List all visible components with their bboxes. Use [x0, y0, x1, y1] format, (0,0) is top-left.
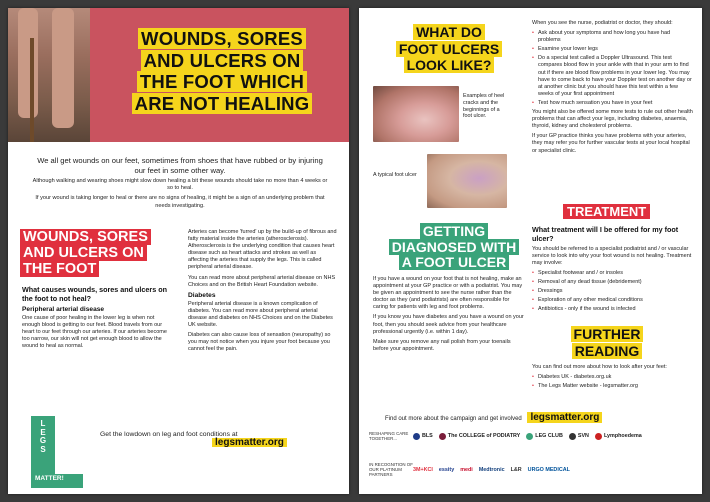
further-title-line: READING	[572, 343, 643, 359]
treatment-list	[532, 270, 694, 313]
diagnosed-paragraph: If you know you have diabetes and you have a wound on your foot, then you should seek advice from your healthcare professional urgently (i.e. within 1 day).	[373, 314, 524, 335]
see-paragraph: You might also be offered some more tests to rule out other health problems that can affect your legs, including diabetes, anaemia, thyroid, kidney and cholesterol problems.	[532, 109, 693, 130]
partner-logo: L&R	[510, 466, 522, 473]
what-title-line: LOOK LIKE?	[404, 57, 495, 73]
logo-word: MATTER!	[35, 475, 64, 483]
pad-heading: Peripheral arterial disease	[22, 305, 105, 313]
diagnosed-title-line: GETTING	[420, 223, 488, 239]
partner-logo: URGO MEDICAL	[527, 466, 570, 473]
what-title-line: FOOT ULCERS	[396, 41, 502, 57]
partner-logo: medi	[460, 466, 473, 473]
logo-letter: G	[39, 436, 47, 446]
hero-title-line: ARE NOT HEALING	[132, 93, 313, 114]
hero-title-line: WOUNDS, SORES	[138, 28, 306, 49]
list-item: • Dressings	[532, 288, 694, 295]
right-page	[359, 8, 702, 494]
see-paragraph: If your GP practice thinks you have problems with your arteries, they may refer you for further vascular tests at your local hospital or specialist clinic.	[532, 133, 690, 154]
arteries-paragraph: Arteries can become 'furred' up by the build-up of fibrous and fatty material inside the arteries (atherosclerosis). Atherosclerosis is the underlying condition that causes heart disease such as heart attacks and strokes as well as affecting the arteries that supply the legs. This is called peripheral arterial disease.	[188, 229, 337, 271]
partner-logo: The COLLEGE of PODIATRY	[439, 433, 520, 440]
intro-paragraph: Although walking and wearing shoes might slow down healing a bit these wounds should take no more than 4 weeks or so to heal.	[32, 178, 328, 192]
partner-logos-row-2	[369, 462, 695, 477]
further-reading-title	[557, 326, 657, 359]
see-intro: When you see the nurse, podiatrist or doctor, they should:	[532, 20, 673, 26]
left-page	[8, 8, 349, 494]
photo1-caption: Examples of heel cracks and the beginnings of a foot ulcer.	[463, 93, 505, 120]
diagnosed-title	[379, 224, 529, 271]
hero-photo-legs	[8, 8, 90, 142]
list-item: • Removal of any dead tissue (debridement)	[532, 279, 694, 286]
list-item: • Antibiotics - only if the wound is infected	[532, 306, 694, 313]
what-title-line: WHAT DO	[413, 24, 485, 40]
logo-letter: S	[40, 444, 46, 454]
partner-logo: LEG CLUB	[526, 433, 563, 440]
cta-block	[100, 430, 340, 448]
diagnosed-paragraph: If you have a wound on your foot that is not healing, make an appointment at your GP practice or with a podiatrist. You may be given an appointment to see the nurse rather than the doctor as they (and podiatrists) are often responsible for caring for patients with leg and foot problems.	[373, 276, 523, 311]
find-more-link[interactable]: legsmatter.org	[527, 412, 602, 423]
partner-logo: Medtronic	[478, 466, 505, 473]
list-item: • Test how much sensation you have in your feet	[532, 100, 694, 107]
hero-title-line: THE FOOT WHICH	[137, 71, 307, 92]
checks-list	[532, 30, 694, 107]
cta-link[interactable]: legsmatter.org	[212, 438, 287, 447]
further-intro: You can find out more about how to look after your feet:	[532, 364, 667, 370]
left-column	[22, 284, 174, 353]
diagnosed-paragraph: Make sure you remove any nail polish from your toenails before your appointment.	[373, 338, 511, 352]
legs-matter-logo	[31, 416, 64, 488]
partners-label: IN RECOGNITION OF OUR PLATINUM PARTNERS	[369, 462, 413, 477]
intro-lead: We all get wounds on our feet, sometimes from shoes that have rubbed or by injuring our feet in some other way.	[37, 156, 323, 175]
partner-logo: 3M+KCI	[413, 466, 433, 473]
diagnosed-title-line: A FOOT ULCER	[399, 254, 509, 270]
list-item[interactable]: • Diabetes UK - diabetes.org.uk	[532, 374, 694, 381]
what-title	[393, 24, 505, 74]
hero-title-line: AND ULCERS ON	[141, 50, 304, 71]
partners-label: RESHAPING CARE TOGETHER...	[369, 431, 409, 441]
photo2-caption: A typical foot ulcer	[373, 172, 417, 178]
hero-banner	[8, 8, 349, 142]
list-item: • Specialist footwear and / or insoles	[532, 270, 694, 277]
diabetes-paragraph: Peripheral arterial disease is a known complication of diabetes. You can read more about peripheral arterial disease and diabetes on NHS Choices and on the Diabetes UK website.	[188, 300, 333, 329]
cta-text: Get the lowdown on leg and foot conditions at	[100, 431, 238, 438]
treatment-column	[532, 224, 694, 315]
intro-paragraph: If your wound is taking longer to heal or there are no signs of healing, it might be a sign of an underlying problem that needs investigating.	[35, 195, 325, 209]
causes-question: What causes wounds, sores and ulcers on the foot to not heal?	[22, 285, 167, 303]
walking-stick-icon	[30, 38, 34, 142]
diagnosed-title-line: DIAGNOSED WITH	[389, 239, 519, 255]
treatment-title	[563, 204, 650, 219]
section-title-line: AND ULCERS ON	[20, 245, 147, 261]
intro-block	[32, 156, 328, 210]
further-list	[532, 374, 694, 390]
hero-title	[104, 28, 340, 114]
further-title-line: FURTHER	[571, 326, 644, 342]
list-item: • Ask about your symptoms and how long you have had problems	[532, 30, 694, 44]
list-item: • Do a special test called a Doppler Ultrasound. This test compares blood flow in your ankle with that in your arm to find out if there are blood flow problems in your lower leg. You may have to come back to have your Doppler test on another day or at another clinic but you should have this test within a few weeks of your first appointment	[532, 55, 694, 98]
logo-letter: L	[40, 419, 46, 428]
section-title-wounds	[20, 229, 180, 277]
diabetes-paragraph: Diabetes can also cause loss of sensation (neuropathy) so you may not notice when you injure your foot because you cannot feel the pain.	[188, 332, 331, 353]
partner-logo: Lymphoedema	[595, 433, 642, 440]
read-more-paragraph: You can read more about peripheral arterial disease on NHS Choices and on the British Heart Foundation website.	[188, 274, 336, 288]
partner-logos-row-1	[369, 431, 695, 441]
diagnosed-column	[373, 276, 525, 356]
treatment-intro: You should be referred to a specialist podiatrist and / or vascular service to look into why your foot wound is not healing. Treatment may involve:	[532, 245, 692, 266]
treatment-question: What treatment will I be offered for my foot ulcer?	[532, 225, 679, 243]
list-item: • Examine your lower legs	[532, 46, 694, 53]
heel-cracks-photo	[373, 86, 459, 142]
partner-logo: SVN	[569, 433, 589, 440]
find-more-text: Find out more about the campaign and get involved	[385, 416, 522, 422]
section-title-line: WOUNDS, SORES	[20, 229, 151, 245]
checks-column	[532, 20, 694, 158]
partner-logo: essity	[438, 466, 455, 473]
list-item: • Exploration of any other medical conditions	[532, 297, 694, 304]
further-column	[532, 364, 694, 392]
right-column	[188, 229, 338, 356]
foot-ulcer-photo	[427, 154, 507, 208]
partner-logo: BLS	[413, 433, 433, 440]
pad-text: One cause of poor healing in the lower leg is when not enough blood is getting to our feet. Blood travels from our heart to our feet through our arteries. If our arteries become too narrow, our skin will not get enough blood to allow the wound to heal as normal.	[22, 314, 167, 349]
treatment-title-text: TREATMENT	[563, 204, 650, 219]
find-more-block	[385, 412, 685, 423]
logo-letter: E	[40, 427, 46, 437]
list-item[interactable]: • The Legs Matter website - legsmatter.org	[532, 383, 694, 390]
diabetes-heading: Diabetes	[188, 291, 216, 299]
section-title-line: THE FOOT	[20, 261, 99, 277]
